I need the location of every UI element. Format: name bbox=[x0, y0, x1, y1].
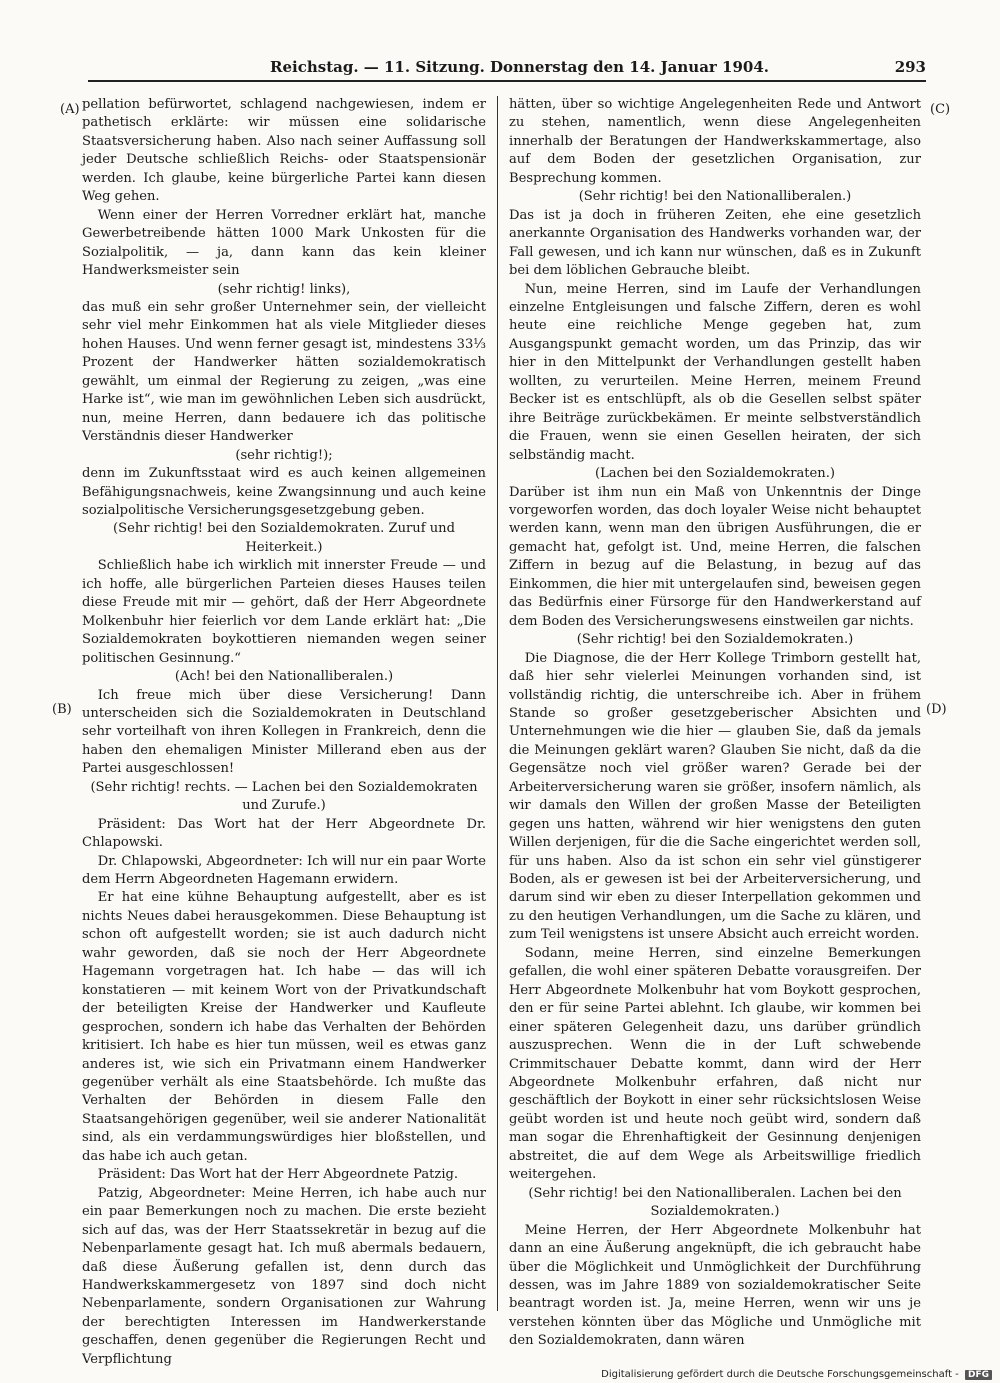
speaker-paragraph: Präsident: Das Wort hat der Herr Abgeordnete Patzig. bbox=[97, 1167, 459, 1183]
speaker-paragraph: Dr. Chlapowski, Abgeordneter: Ich will nur ein paar Worte dem Herrn Abgeordneten Hagemann erwidern. bbox=[82, 853, 486, 888]
page-number: 293 bbox=[894, 58, 926, 76]
page-header bbox=[90, 56, 926, 80]
interjection: (Sehr richtig! bei den Nationalliberalen. Lachen bei den Sozialdemokraten.) bbox=[528, 1185, 902, 1220]
paragraph: Schließlich habe ich wirklich mit innerster Freude — und ich hoffe, alle bürgerlichen Parteien dieses Hauses teilen diese Freude mit mir — gehört, daß der Herr Abgeordnete Molkenbuhr hier feierlich vor dem Lande erklärt hat: „Die Sozialdemokraten boykottieren niemanden wegen seiner politischen Gesinnung.“ bbox=[82, 558, 486, 666]
interjection: (Sehr richtig! bei den Sozialdemokraten. Zuruf und Heiterkeit.) bbox=[113, 521, 455, 555]
paragraph: denn im Zukunftsstaat wird es auch keinen allgemeinen Befähigungsnachweis, keine Zwangsinnung und auch keine sozialpolitische Versicherungsgesetzgebung geben. bbox=[82, 466, 486, 518]
paragraph: Er hat eine kühne Behauptung aufgestellt, aber es ist nichts Neues dabei herausgekommen. Diese Behauptung ist schon oft aufgestellt worden; sie ist auch dadurch nicht wahr geworden, daß sie noch der Herr Abgeordnete Hagemann vorgetragen hat. Ich habe — das will ich konstatieren — mit keinem Wort von der Privatkundschaft der beteiligten Kreise der Handwerker und Kaufleute gesprochen, sondern ich habe das Verhalten der Behörden kritisiert. Ich habe es hier tun müssen, weil es etwas ganz anderes ist, wie sich ein Privatmann einem Handwerker gegenüber verhält als eine Staatsbehörde. Ich mußte das Verhalten der Behörden in diesem Falle den Staatsangehörigen gegenüber, weil sie anderer Nationalität sind, als ein verdammungswürdiges hier bloßstellen, und das habe ich auch getan. bbox=[82, 890, 486, 1164]
paragraph: Die Diagnose, die der Herr Kollege Trimborn gestellt hat, daß hier sehr vielerlei Meinungen vorhanden sind, ist vollständig richtig, die unterschreibe ich. Aber in frühem Stande so großer gesetzgeberischer Absichten und Unternehmungen wie die hier — glauben Sie, daß da jemals die Meinungen geklärt waren? Glauben Sie nicht, daß da die Gegensätze noch viel größer waren? Gerade bei der Arbeiterversicherung waren sie größer, insofern nämlich, als wir damals den Willen der großen Masse der Beteiligten gegen uns hatten, während wir hier wenigstens den guten Willen derjenigen, für die die Sache eingerichtet werden soll, für uns haben. Also da ist schon ein sehr viel günstigerer Boden, als er gewesen ist bei der Arbeiterversicherung, und darum sind wir eben zu dieser Interpellation gekommen und zu den heutigen Verhandlungen, um die Sache zu klären, und zum Teil wenigstens ist unsere Absicht auch erreicht worden. bbox=[509, 650, 921, 943]
header-rule bbox=[88, 80, 926, 82]
paragraph: Wenn einer der Herren Vorredner erklärt hat, manche Gewerbetreibende hätten 1000 Mark Unkosten für die Sozialpolitik, — ja, dann kann das kein kleiner Handwerksmeister sein bbox=[82, 207, 486, 279]
interjection: (sehr richtig! links), bbox=[217, 281, 351, 297]
interjection: (Sehr richtig! bei den Nationalliberalen.) bbox=[578, 189, 852, 205]
interjection: (Lachen bei den Sozialdemokraten.) bbox=[594, 466, 835, 482]
column-divider bbox=[497, 96, 498, 1311]
margin-marker-a: (A) bbox=[60, 102, 80, 117]
paragraph: das muß ein sehr großer Unternehmer sein, der vielleicht sehr viel mehr Einkommen hat als viele Mitglieder dieses hohen Hauses. Und wenn ferner gesagt ist, mindestens 33⅓ Prozent der Handwerker hätten sozialdemokratisch gewählt, um einmal der Regierung zu zeigen, „was eine Harke ist“, wie man im gewöhnlichen Leben sich ausdrückt, nun, meine Herren, dann bedauere ich das politische Verständnis dieser Handwerker bbox=[82, 299, 486, 445]
paragraph: hätten, über so wichtige Angelegenheiten Rede und Antwort zu stehen, namentlich, wenn diese Angelegenheiten innerhalb der Beratungen der Handwerkskammertage, also auf dem Boden der gesetzlichen Organisation, zur Besprechung kommen. bbox=[509, 97, 921, 186]
paragraph: Sodann, meine Herren, sind einzelne Bemerkungen gefallen, die wohl einer späteren Debatte vorausgreifen. Der Herr Abgeordnete Molkenbuhr hat vom Boykott gesprochen, den er für seine Partei ablehnt. Ich glaube, wir kommen bei einer späteren Gelegenheit dazu, uns darüber gründlich auszusprechen. Wenn die in der Luft schwebende Crimmitschauer Debatte kommt, dann wird der Herr Abgeordnete Molkenbuhr erfahren, daß nicht nur geschäftlich der Boykott in einer sehr rücksichtslosen Weise geübt worden ist und heute noch geübt wird, sondern daß man sogar die Ehrenhaftigkeit der Gesinnung denjenigen abstreitet, die auf dem Wege als Arbeitswillige friedlich weitergehen. bbox=[509, 945, 921, 1183]
interjection: (Ach! bei den Nationalliberalen.) bbox=[174, 669, 394, 685]
margin-marker-c: (C) bbox=[930, 102, 951, 117]
paragraph: Das ist ja doch in früheren Zeiten, ehe eine gesetzlich anerkannte Organisation des Handwerks vorhanden war, der Fall gewesen, und ich kann nur wünschen, daß es in Zukunft bei dem löblichen Gebrauche bleibt. bbox=[509, 207, 921, 279]
digitization-credit bbox=[601, 1369, 992, 1380]
interjection: (sehr richtig!); bbox=[235, 447, 333, 463]
speaker-paragraph: Präsident: Das Wort hat der Herr Abgeordnete Dr. Chlapowski. bbox=[82, 816, 486, 851]
paragraph: Nun, meine Herren, sind im Laufe der Verhandlungen einzelne Entgleisungen und falsche Ziffern, deren es wohl heute eine reichliche Menge gegeben hat, zum Ausgangspunkt gemacht worden, um das Prinzip, das wir hier in den Mittelpunkt der Verhandlungen gestellt haben wollten, zu verurteilen. Meine Herren, meinem Freund Becker ist es entschlüpft, als ob die Gesellen selbst später ihre Beiträge zurückbekämen. Er meinte selbstverständlich die Frauen, wenn sie einen Gesellen heiraten, der sich selbständig macht. bbox=[509, 281, 921, 463]
paragraph: Darüber ist ihm nun ein Maß von Unkenntnis der Dinge vorgeworfen worden, das doch loyaler Weise nicht behauptet werden kann, wenn man den übrigen Ausführungen, die er gemacht hat, gefolgt ist. Und, meine Herren, die falschen Ziffern in bezug auf die Belastung, in bezug auf das Einkommen, die hier mit untergelaufen sind, beweisen gegen das Bedürfnis einer Fürsorge für den Handwerkerstand auf dem Boden des Versicherungswesens einstweilen gar nichts. bbox=[509, 484, 921, 629]
paragraph: pellation befürwortet, schlagend nachgewiesen, indem er pathetisch erklärte: wir müssen eine solidarische Staatsversicherung haben. Also nach seiner Auffassung soll jeder Deutsche schließlich Reichs- oder Staatspensionär werden. Ich glaube, keine bürgerliche Partei kann diesen Weg gehen. bbox=[82, 97, 486, 205]
dfg-logo-icon: DFG bbox=[965, 1370, 992, 1380]
interjection: (Sehr richtig! bei den Sozialdemokraten.) bbox=[576, 632, 854, 648]
left-column bbox=[82, 96, 486, 1369]
paragraph: Ich freue mich über diese Versicherung! Dann unterscheiden sich die Sozialdemokraten in Deutschland sehr vorteilhaft von ihren Kollegen in Frankreich, denn die haben den ehemaligen Minister Millerand eben aus der Partei ausgeschlossen! bbox=[82, 687, 486, 777]
right-column bbox=[509, 96, 921, 1351]
interjection: (Sehr richtig! rechts. — Lachen bei den Sozialdemokraten und Zurufe.) bbox=[90, 779, 478, 814]
credit-text: Digitalisierung gefördert durch die Deutsche Forschungsgemeinschaft - bbox=[601, 1369, 959, 1380]
paragraph: Meine Herren, der Herr Abgeordnete Molkenbuhr hat dann an eine Äußerung angeknüpft, die ich gebraucht habe über die Möglichkeit und Unmöglichkeit der Durchführung dessen, was im Jahre 1889 von sozialdemokratischer Seite beantragt worden ist. Ja, meine Herren, wenn wir uns je verstehen könnten über das Mögliche und Unmögliche mit den Sozialdemokraten, dann wären bbox=[509, 1222, 921, 1349]
running-title: Reichstag. — 11. Sitzung. Donnerstag den 14. Januar 1904. bbox=[270, 58, 770, 76]
margin-marker-b: (B) bbox=[52, 702, 72, 717]
speaker-paragraph: Patzig, Abgeordneter: Meine Herren, ich habe auch nur ein paar Bemerkungen noch zu machen. Die erste bezieht sich auf das, was der Herr Staatssekretär in bezug auf die Nebenparlamente gesagt hat. Ich muß abermals bedauern, daß diese Äußerung gefallen ist, denn durch das Handwerkskammergesetz von 1897 sind doch nicht Nebenparlamente, sondern Organisationen zur Wahrung der berechtigten Interessen im Handwerkerstande geschaffen, denen gegenüber die Regierungen Recht und Verpflichtung bbox=[82, 1185, 486, 1367]
margin-marker-d: (D) bbox=[926, 702, 947, 717]
